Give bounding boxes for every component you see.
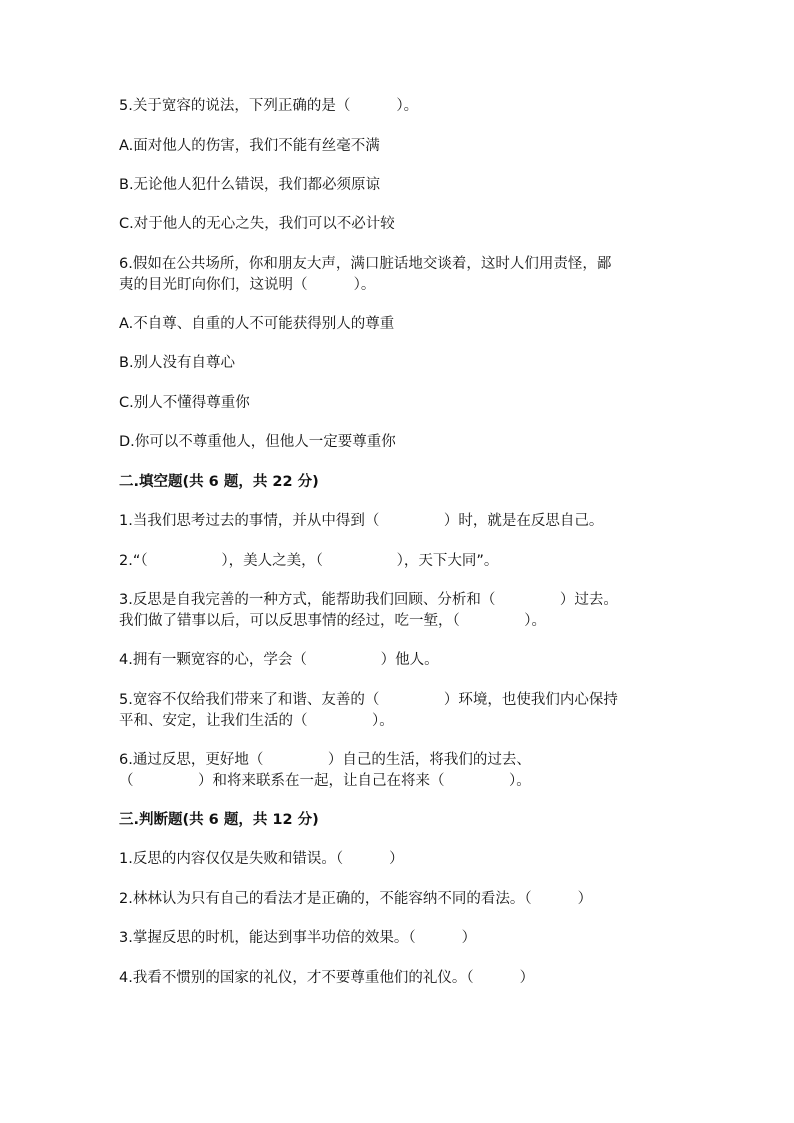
fill-question-3-line2: 我们做了错事以后，可以反思事情的经过，吃一堑，（ ）。: [119, 613, 547, 629]
fill-question-2: 2.“（ ），美人之美，（ ），天下大同”。: [119, 553, 499, 569]
question-5-option-b: B.无论他人犯什么错误，我们都必须原谅: [119, 177, 381, 193]
section-3-heading: 三.判断题(共 6 题，共 12 分): [119, 812, 319, 828]
question-6-stem-line2: 夷的目光盯向你们，这说明（ ）。: [119, 277, 376, 293]
fill-question-1: 1.当我们思考过去的事情，并从中得到（ ）时，就是在反思自己。: [119, 513, 604, 529]
fill-question-4: 4.拥有一颗宽容的心，学会（ ）他人。: [119, 652, 439, 668]
question-6-option-a: A.不自尊、自重的人不可能获得别人的尊重: [119, 316, 395, 332]
question-5-option-a: A.面对他人的伤害，我们不能有丝毫不满: [119, 138, 380, 154]
fill-question-6-line2: （ ）和将来联系在一起，让自己在将来（ ）。: [119, 773, 531, 789]
fill-question-5-line2: 平和、安定，让我们生活的（ ）。: [119, 713, 394, 729]
question-5-stem: 5.关于宽容的说法，下列正确的是（ ）。: [119, 98, 419, 114]
fill-question-3-line1: 3.反思是自我完善的一种方式，能帮助我们回顾、分析和（ ）过去。: [119, 592, 618, 608]
judge-question-1: 1.反思的内容仅仅是失败和错误。（ ）: [119, 851, 404, 867]
judge-question-3: 3.掌握反思的时机，能达到事半功倍的效果。（ ）: [119, 930, 477, 946]
fill-question-5-line1: 5.宽容不仅给我们带来了和谐、友善的（ ）环境，也使我们内心保持: [119, 692, 618, 708]
question-6-stem-line1: 6.假如在公共场所，你和朋友大声，满口脏话地交谈着，这时人们用责怪，鄙: [119, 256, 612, 272]
question-6-option-c: C.别人不懂得尊重你: [119, 395, 250, 411]
fill-question-6-line1: 6.通过反思，更好地（ ）自己的生活，将我们的过去、: [119, 752, 531, 768]
question-5-option-c: C.对于他人的无心之失，我们可以不必计较: [119, 216, 395, 232]
question-6-option-b: B.别人没有自尊心: [119, 355, 236, 371]
judge-question-2: 2.林林认为只有自己的看法才是正确的，不能容纳不同的看法。（ ）: [119, 891, 593, 907]
judge-question-4: 4.我看不惯别的国家的礼仪，才不要尊重他们的礼仪。（ ）: [119, 970, 535, 986]
question-6-option-d: D.你可以不尊重他人，但他人一定要尊重你: [119, 434, 396, 450]
section-2-heading: 二.填空题(共 6 题，共 22 分): [119, 474, 319, 490]
